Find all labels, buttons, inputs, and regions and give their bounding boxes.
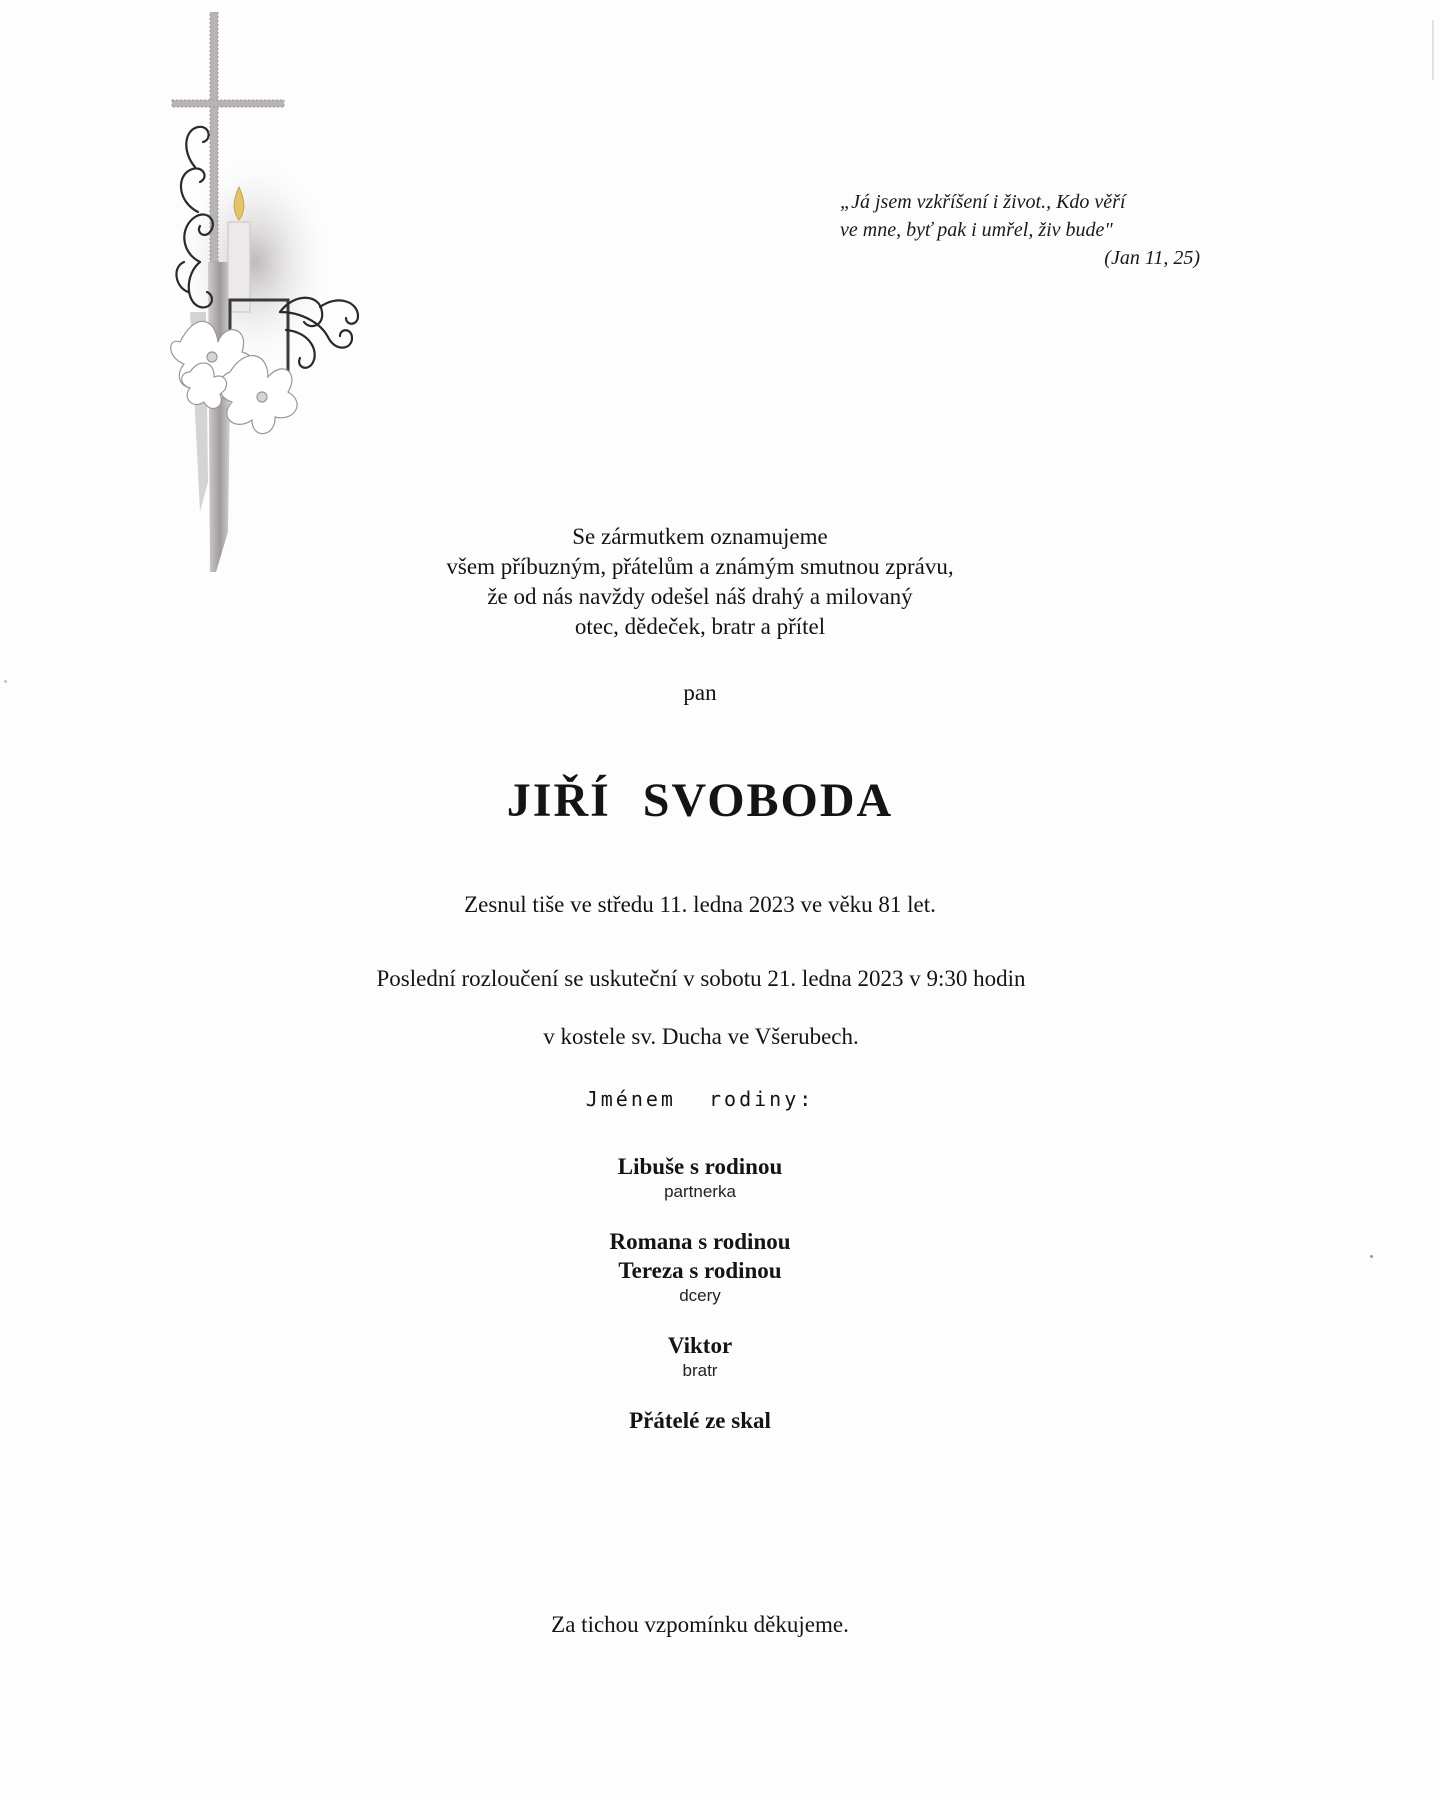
verse-line-1: „Já jsem vzkříšení i život., Kdo věří — [840, 191, 1126, 213]
family-group-brother — [0, 1331, 1400, 1382]
scan-edge — [1432, 20, 1434, 80]
verse-reference: (Jan 11, 25) — [1104, 247, 1200, 269]
scan-speck — [1370, 1255, 1373, 1258]
family-group-daughters — [0, 1227, 1400, 1307]
verse-line-2: ve mne, byť pak i umřel, živ bude" — [840, 219, 1113, 241]
bible-verse — [840, 188, 1220, 272]
family-heading: Jménem rodiny: — [585, 1087, 815, 1111]
announcement-intro — [0, 522, 1400, 642]
family-member-name: Tereza s rodinou — [618, 1258, 782, 1283]
family-member-role: bratr — [682, 1361, 718, 1380]
family-member-name: Libuše s rodinou — [617, 1154, 783, 1179]
title-word: pan — [683, 680, 717, 705]
family-group-friends — [0, 1406, 1400, 1435]
death-notice: Zesnul tiše ve středu 11. ledna 2023 ve věku 81 let. — [464, 892, 936, 917]
intro-line-3: že od nás navždy odešel náš drahý a milovaný — [487, 584, 913, 609]
family-member-name: Romana s rodinou — [609, 1229, 791, 1254]
family-group-partner — [0, 1152, 1400, 1203]
family-member-role: dcery — [679, 1286, 721, 1305]
closing-thanks: Za tichou vzpomínku děkujeme. — [551, 1612, 849, 1637]
deceased-name: JIŘÍ SVOBODA — [506, 774, 894, 827]
family-member-name: Přátelé ze skal — [629, 1408, 771, 1433]
family-list — [0, 1152, 1400, 1459]
family-member-name: Viktor — [667, 1333, 733, 1358]
intro-line-4: otec, dědeček, bratr a přítel — [574, 614, 826, 639]
scan-speck — [4, 680, 7, 683]
family-member-role: partnerka — [664, 1182, 736, 1201]
farewell-line-2: v kostele sv. Ducha ve Všerubech. — [543, 1024, 859, 1049]
intro-line-1: Se zármutkem oznamujeme — [572, 524, 828, 549]
cross-candle-lily-icon — [170, 12, 430, 582]
farewell-info — [0, 950, 1402, 1066]
intro-line-2: všem příbuzným, přátelům a známým smutnou zprávu, — [446, 554, 954, 579]
farewell-line-1: Poslední rozloučení se uskuteční v sobotu 21. ledna 2023 v 9:30 hodin — [376, 966, 1026, 991]
